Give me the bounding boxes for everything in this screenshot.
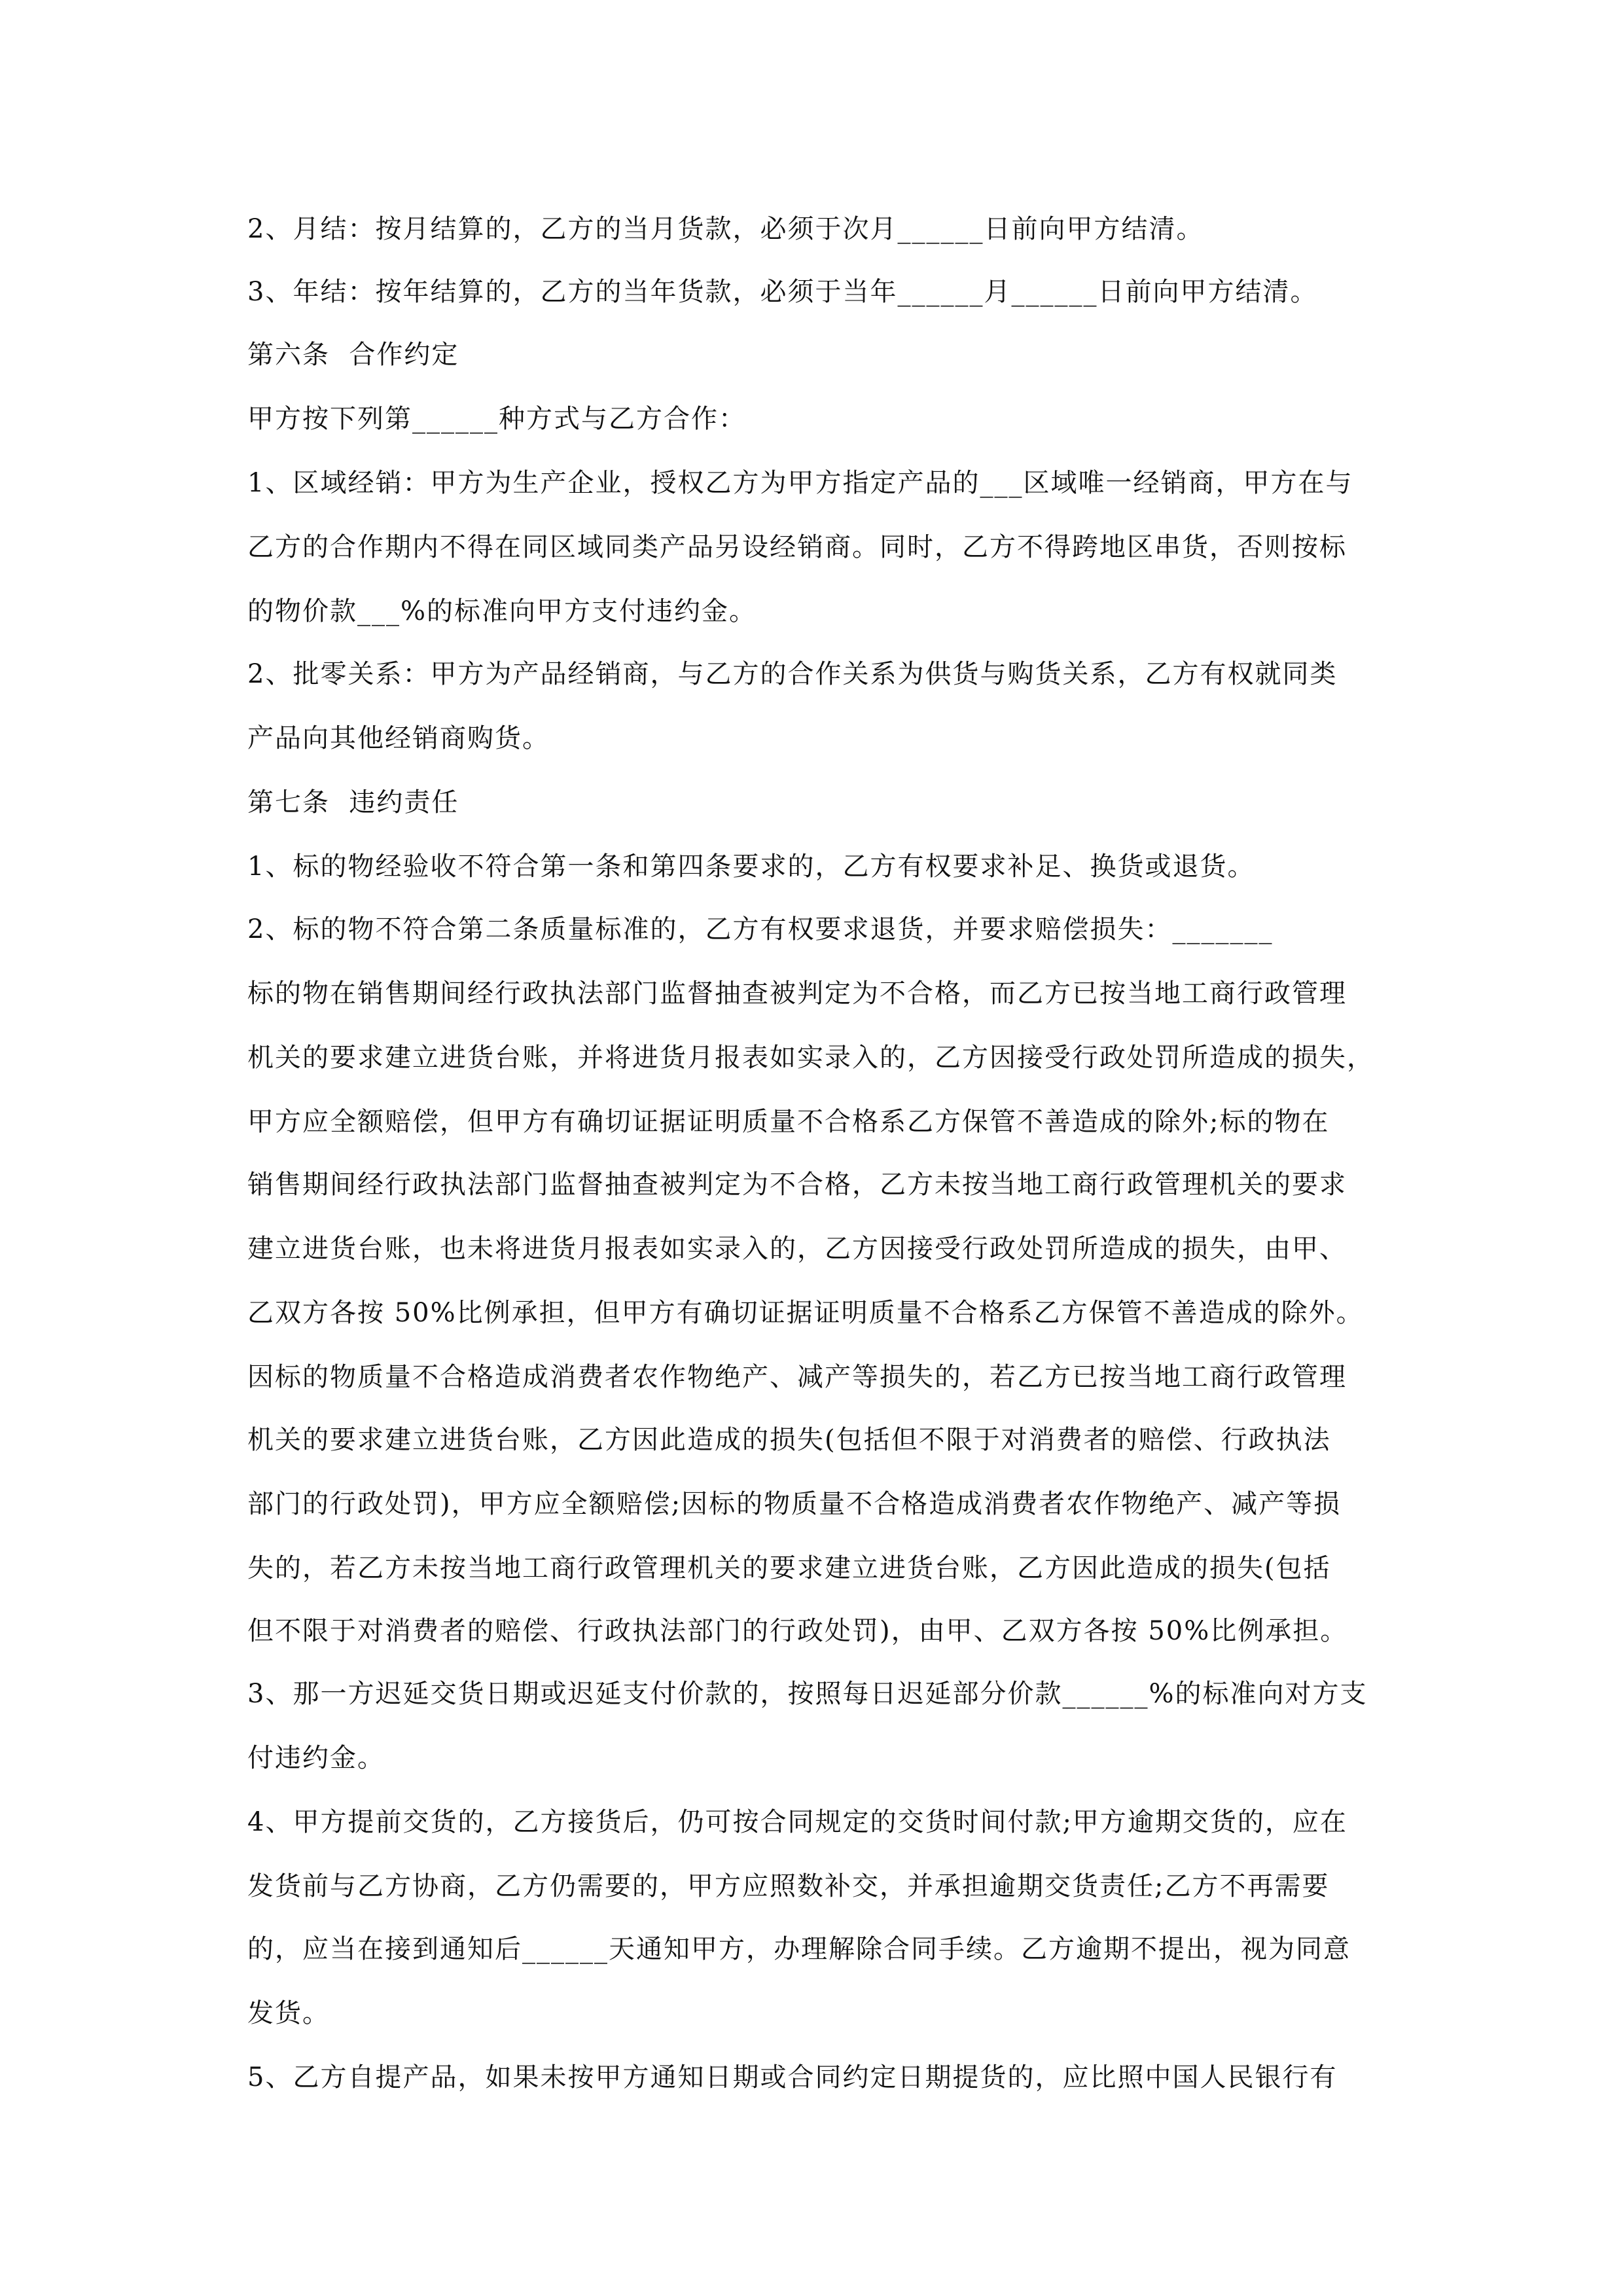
section-heading: 第七条 违约责任	[247, 787, 459, 817]
text-line: 的，应当在接到通知后______天通知甲方，办理解除合同手续。乙方逾期不提出，视为同意	[247, 1934, 1351, 1964]
text-line: 3、那一方迟延交货日期或迟延支付价款的，按照每日迟延部分价款______%的标准向对方支	[247, 1679, 1368, 1709]
section-heading: 第六条 合作约定	[247, 340, 459, 370]
text-line: 2、批零关系：甲方为产品经销商，与乙方的合作关系为供货与购货关系，乙方有权就同类	[247, 659, 1338, 689]
text-line: 甲方按下列第______种方式与乙方合作：	[247, 404, 746, 434]
text-line: 但不限于对消费者的赔偿、行政执法部门的行政处罚)，由甲、乙双方各按 50%比例承担。	[247, 1616, 1348, 1646]
text-line: 3、年结：按年结算的，乙方的当年货款，必须于当年______月______日前向甲方结清。	[247, 277, 1318, 307]
text-line: 因标的物质量不合格造成消费者农作物绝产、减产等损失的，若乙方已按当地工商行政管理	[247, 1362, 1347, 1392]
text-line: 产品向其他经销商购货。	[247, 723, 550, 753]
text-line: 部门的行政处罚)，甲方应全额赔偿;因标的物质量不合格造成消费者农作物绝产、减产等损	[247, 1489, 1342, 1519]
text-line: 发货前与乙方协商，乙方仍需要的，甲方应照数补交，并承担逾期交货责任;乙方不再需要	[247, 1871, 1330, 1901]
text-line: 机关的要求建立进货台账，乙方因此造成的损失(包括但不限于对消费者的赔偿、行政执法	[247, 1425, 1331, 1455]
text-line: 2、月结：按月结算的，乙方的当月货款，必须于次月______日前向甲方结清。	[247, 214, 1204, 244]
text-line: 销售期间经行政执法部门监督抽查被判定为不合格，乙方未按当地工商行政管理机关的要求	[247, 1170, 1347, 1200]
text-line: 乙方的合作期内不得在同区域同类产品另设经销商。同时，乙方不得跨地区串货，否则按标	[247, 532, 1347, 562]
text-line: 1、标的物经验收不符合第一条和第四条要求的，乙方有权要求补足、换货或退货。	[247, 852, 1255, 882]
text-line: 机关的要求建立进货台账，并将进货月报表如实录入的，乙方因接受行政处罚所造成的损失，	[247, 1043, 1374, 1073]
text-line: 甲方应全额赔偿，但甲方有确切证据证明质量不合格系乙方保管不善造成的除外;标的物在	[247, 1107, 1330, 1137]
text-line: 1、区域经销：甲方为生产企业，授权乙方为甲方指定产品的___区域唯一经销商，甲方在与	[247, 468, 1353, 498]
text-line: 4、甲方提前交货的，乙方接货后，仍可按合同规定的交货时间付款;甲方逾期交货的，应在	[247, 1807, 1347, 1837]
text-line: 失的，若乙方未按当地工商行政管理机关的要求建立进货台账，乙方因此造成的损失(包括	[247, 1553, 1331, 1583]
text-line: 的物价款___%的标准向甲方支付违约金。	[247, 596, 757, 626]
text-line: 5、乙方自提产品，如果未按甲方通知日期或合同约定日期提货的，应比照中国人民银行有	[247, 2062, 1338, 2092]
text-line: 2、标的物不符合第二条质量标准的，乙方有权要求退货，并要求赔偿损失：_______	[247, 914, 1274, 944]
text-line: 付违约金。	[247, 1743, 385, 1773]
text-line: 建立进货台账，也未将进货月报表如实录入的，乙方因接受行政处罚所造成的损失，由甲、	[247, 1234, 1347, 1264]
text-line: 乙双方各按 50%比例承担，但甲方有确切证据证明质量不合格系乙方保管不善造成的除外。	[247, 1298, 1364, 1328]
text-line: 发货。	[247, 1998, 330, 2028]
text-line: 标的物在销售期间经行政执法部门监督抽查被判定为不合格，而乙方已按当地工商行政管理	[247, 978, 1347, 1009]
